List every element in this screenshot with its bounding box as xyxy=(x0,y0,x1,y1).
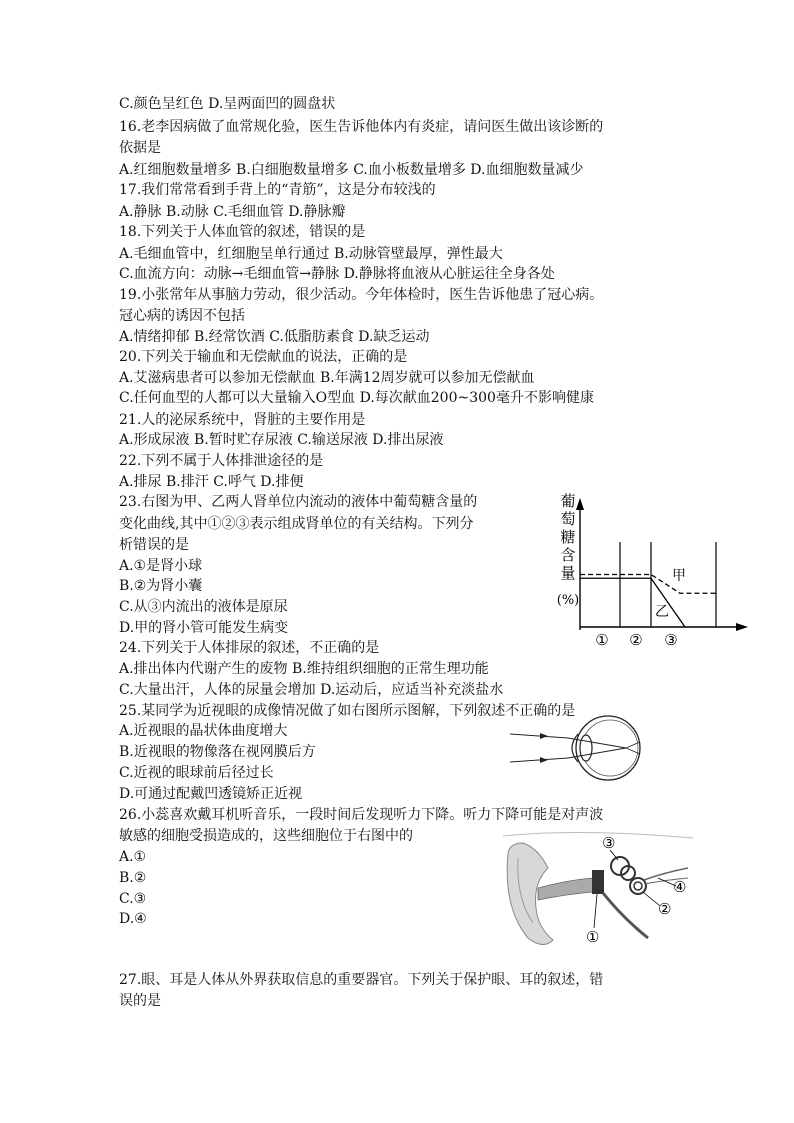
category-label: ③ xyxy=(664,631,678,649)
text-line: 24.下列关于人体排尿的叙述，不正确的是 xyxy=(119,640,380,656)
leader-line xyxy=(594,894,597,928)
ear-label-1: ① xyxy=(586,928,600,946)
text-line: 析错误的是 xyxy=(119,537,189,553)
chart-ylabel: 葡萄糖含量(%) xyxy=(556,492,580,608)
text-line: D.甲的肾小管可能发生病变 xyxy=(119,620,289,636)
text-line: D.④ xyxy=(119,911,147,927)
ear-label-4: ④ xyxy=(673,878,687,896)
ossicles xyxy=(592,870,604,894)
cochlea xyxy=(630,878,646,894)
text-line: C.大量出汗，人体的尿量会增加 D.运动后，应适当补充淡盐水 xyxy=(119,682,504,698)
category-label: ② xyxy=(629,631,643,649)
myopia-eye-diagram xyxy=(508,712,658,787)
text-line: 22.下列不属于人体排泄途径的是 xyxy=(119,453,324,469)
text-line: 21.人的泌尿系统中，肾脏的主要作用是 xyxy=(119,412,366,428)
text-line: 误的是 xyxy=(119,993,161,1009)
ear-label-3: ③ xyxy=(602,834,616,852)
text-line: C.从③内流出的液体是原尿 xyxy=(119,599,288,615)
text-line: B.近视眼的物像落在视网膜后方 xyxy=(119,744,316,760)
ear-diagram xyxy=(498,828,698,953)
text-line: B.② xyxy=(119,870,147,886)
category-label: ① xyxy=(595,631,609,649)
text-line: A.毛细血管中，红细胞呈单行通过 B.动脉管壁最厚，弹性最大 xyxy=(119,246,503,262)
text-line: 冠心病的诱因不包括 xyxy=(119,308,245,324)
text-line: C.颜色呈红色 D.呈两面凹的圆盘状 xyxy=(119,96,336,112)
ear-label-2: ② xyxy=(658,900,672,918)
eustachian-tube xyxy=(603,893,648,938)
text-line: C.血流方向：动脉→毛细血管→静脉 D.静脉将血液从心脏运往全身各处 xyxy=(119,266,555,282)
text-line: 25.某同学为近视眼的成像情况做了如右图所示图解，下列叙述不正确的是 xyxy=(119,703,576,719)
text-line: B.②为肾小囊 xyxy=(119,578,203,594)
text-line: A.排出体内代谢产生的废物 B.维持组织细胞的正常生理功能 xyxy=(119,661,489,677)
series-label-jia: 甲 xyxy=(672,568,686,584)
cochlea-inner xyxy=(634,882,642,890)
ear-canal xyxy=(538,878,593,900)
head-outline xyxy=(503,832,693,838)
text-line: A.①是肾小球 xyxy=(119,558,203,574)
text-line: 16.老李因病做了血常规化验，医生告诉他体内有炎症，请问医生做出该诊断的 xyxy=(119,119,604,135)
text-line: A.① xyxy=(119,849,147,865)
text-line: C.近视的眼球前后径过长 xyxy=(119,765,274,781)
series-label-yi: 乙 xyxy=(655,604,669,620)
ray-arrow xyxy=(540,733,548,739)
text-line: D.可通过配戴凹透镜矫正近视 xyxy=(119,786,303,802)
text-line: 18.下列关于人体血管的叙述，错误的是 xyxy=(119,224,366,240)
light-ray xyxy=(510,758,568,762)
text-line: 27.眼、耳是人体从外界获取信息的重要器官。下列关于保护眼、耳的叙述，错 xyxy=(119,972,604,988)
text-line: A.红细胞数量增多 B.白细胞数量增多 C.血小板数量增多 D.血细胞数量减少 xyxy=(119,162,584,178)
text-line: A.排尿 B.排汗 C.呼气 D.排便 xyxy=(119,474,304,490)
text-line: A.情绪抑郁 B.经常饮酒 C.低脂肪素食 D.缺乏运动 xyxy=(119,329,430,345)
text-line: A.形成尿液 B.暂时贮存尿液 C.输送尿液 D.排出尿液 xyxy=(119,432,444,448)
text-line: A.静脉 B.动脉 C.毛细血管 D.静脉瓣 xyxy=(119,204,346,220)
x-axis-arrow xyxy=(736,623,748,631)
text-line: 23.右图为甲、乙两人肾单位内流动的液体中葡萄糖含量的 xyxy=(119,494,478,510)
text-line: 敏感的细胞受损造成的，这些细胞位于右图中的 xyxy=(119,828,413,844)
series-line-jia xyxy=(580,575,716,594)
text-line: A.艾滋病患者可以参加无偿献血 B.年满12周岁就可以参加无偿献血 xyxy=(119,370,535,386)
text-line: 26.小蕊喜欢戴耳机听音乐，一段时间后发现听力下降。听力下降可能是对声波 xyxy=(119,807,604,823)
text-line: C.任何血型的人都可以大量输入O型血 D.每次献血200~300毫升不影响健康 xyxy=(119,390,594,406)
glucose-chart xyxy=(540,490,750,650)
y-axis-arrow xyxy=(576,498,584,510)
text-line: A.近视眼的晶状体曲度增大 xyxy=(119,723,288,739)
text-line: 变化曲线,其中①②③表示组成肾单位的有关结构。下列分 xyxy=(119,516,474,532)
text-line: 20.下列关于输血和无偿献血的说法，正确的是 xyxy=(119,349,408,365)
text-line: 17.我们常常看到手背上的“青筋”，这是分布较浅的 xyxy=(119,182,436,198)
lens xyxy=(580,735,592,761)
text-line: 依据是 xyxy=(119,140,161,156)
text-line: C.③ xyxy=(119,891,147,907)
ray-arrow xyxy=(540,757,548,763)
text-line: 19.小张常年从事脑力劳动，很少活动。今年体检时，医生告诉他患了冠心病。 xyxy=(119,287,604,303)
light-ray xyxy=(510,734,568,738)
